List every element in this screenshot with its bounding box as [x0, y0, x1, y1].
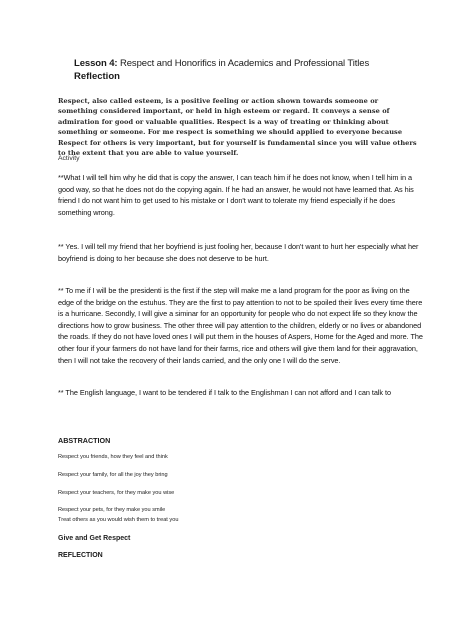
activity-answer-1: **What I will tell him why he did that is copy the answer, I can teach him if he does not know, when I tell him in a good way, so that he does not do the copying again. If he had an answer, he would not have learned that. As his friend I do not want him to get used to his mistake or I don't want to tolerate my friend especially if he does something wrong. [58, 173, 414, 217]
abstraction-item: Respect your pets, for they make you smile [58, 507, 166, 513]
section-heading-reflection: Reflection [74, 71, 120, 82]
intro-paragraph: Respect, also called esteem, is a positive feeling or action shown towards someone or something considered important, or held in high esteem or regard. It conveys a sense of admiration for good or valuable qualities. Respect is a way of treating or thinking about something or someone. For me respect is something we should applied to everyone because Respect for others is very important, but for yourself is fundamental since you will value others to the extent that you are able to value yourself. [58, 97, 417, 158]
abstraction-item: Respect your family, for all the joy they bring [58, 472, 168, 478]
lesson-label: Lesson 4: [74, 58, 118, 69]
lesson-title: Respect and Honorifics in Academics and Professional Titles [117, 58, 370, 69]
abstraction-heading: ABSTRACTION [58, 436, 111, 445]
lesson-heading [74, 58, 369, 69]
activity-answer-4: ** The English language, I want to be tendered if I talk to the Englishman I can not afford and I can talk to [58, 388, 391, 397]
abstraction-item: Treat others as you would wish them to treat you [58, 517, 179, 523]
abstraction-item: Respect your teachers, for they make you wise [58, 490, 175, 496]
abstraction-item: Respect you friends, how they feel and think [58, 454, 168, 460]
reflection-footer-heading: REFLECTION [58, 552, 103, 559]
activity-answer-2: ** Yes. I will tell my friend that her boyfriend is just fooling her, because I don't want to hurt her especially what her boyfriend is doing to her because she does not deserve to be hurt. [58, 242, 419, 263]
activity-label: Activity [58, 155, 80, 162]
give-and-get-heading: Give and Get Respect [58, 535, 131, 542]
activity-answer-3: ** To me if I will be the presidenti is the first if the step will make me a land program for the poor as living on the edge of the bridge on the estuhus. They are the first to pay attention to not to be spoiled their lives every time there is a hurricane. Secondly, I will give a siminar for an opportunity for people who do not expect life so they know the directions how to grow business. The other three will pay attention to the children, elderly or no lives or abandoned the roads. If they do not have loved ones I will put them in the houses of Aspers, Home for the Aged and more. The other four if your farmers do not have land for their farms, rice and others will give them land for their aggravation, then I will not take the recovery of their lands carried, and the only one I will do the serve. [58, 286, 423, 365]
